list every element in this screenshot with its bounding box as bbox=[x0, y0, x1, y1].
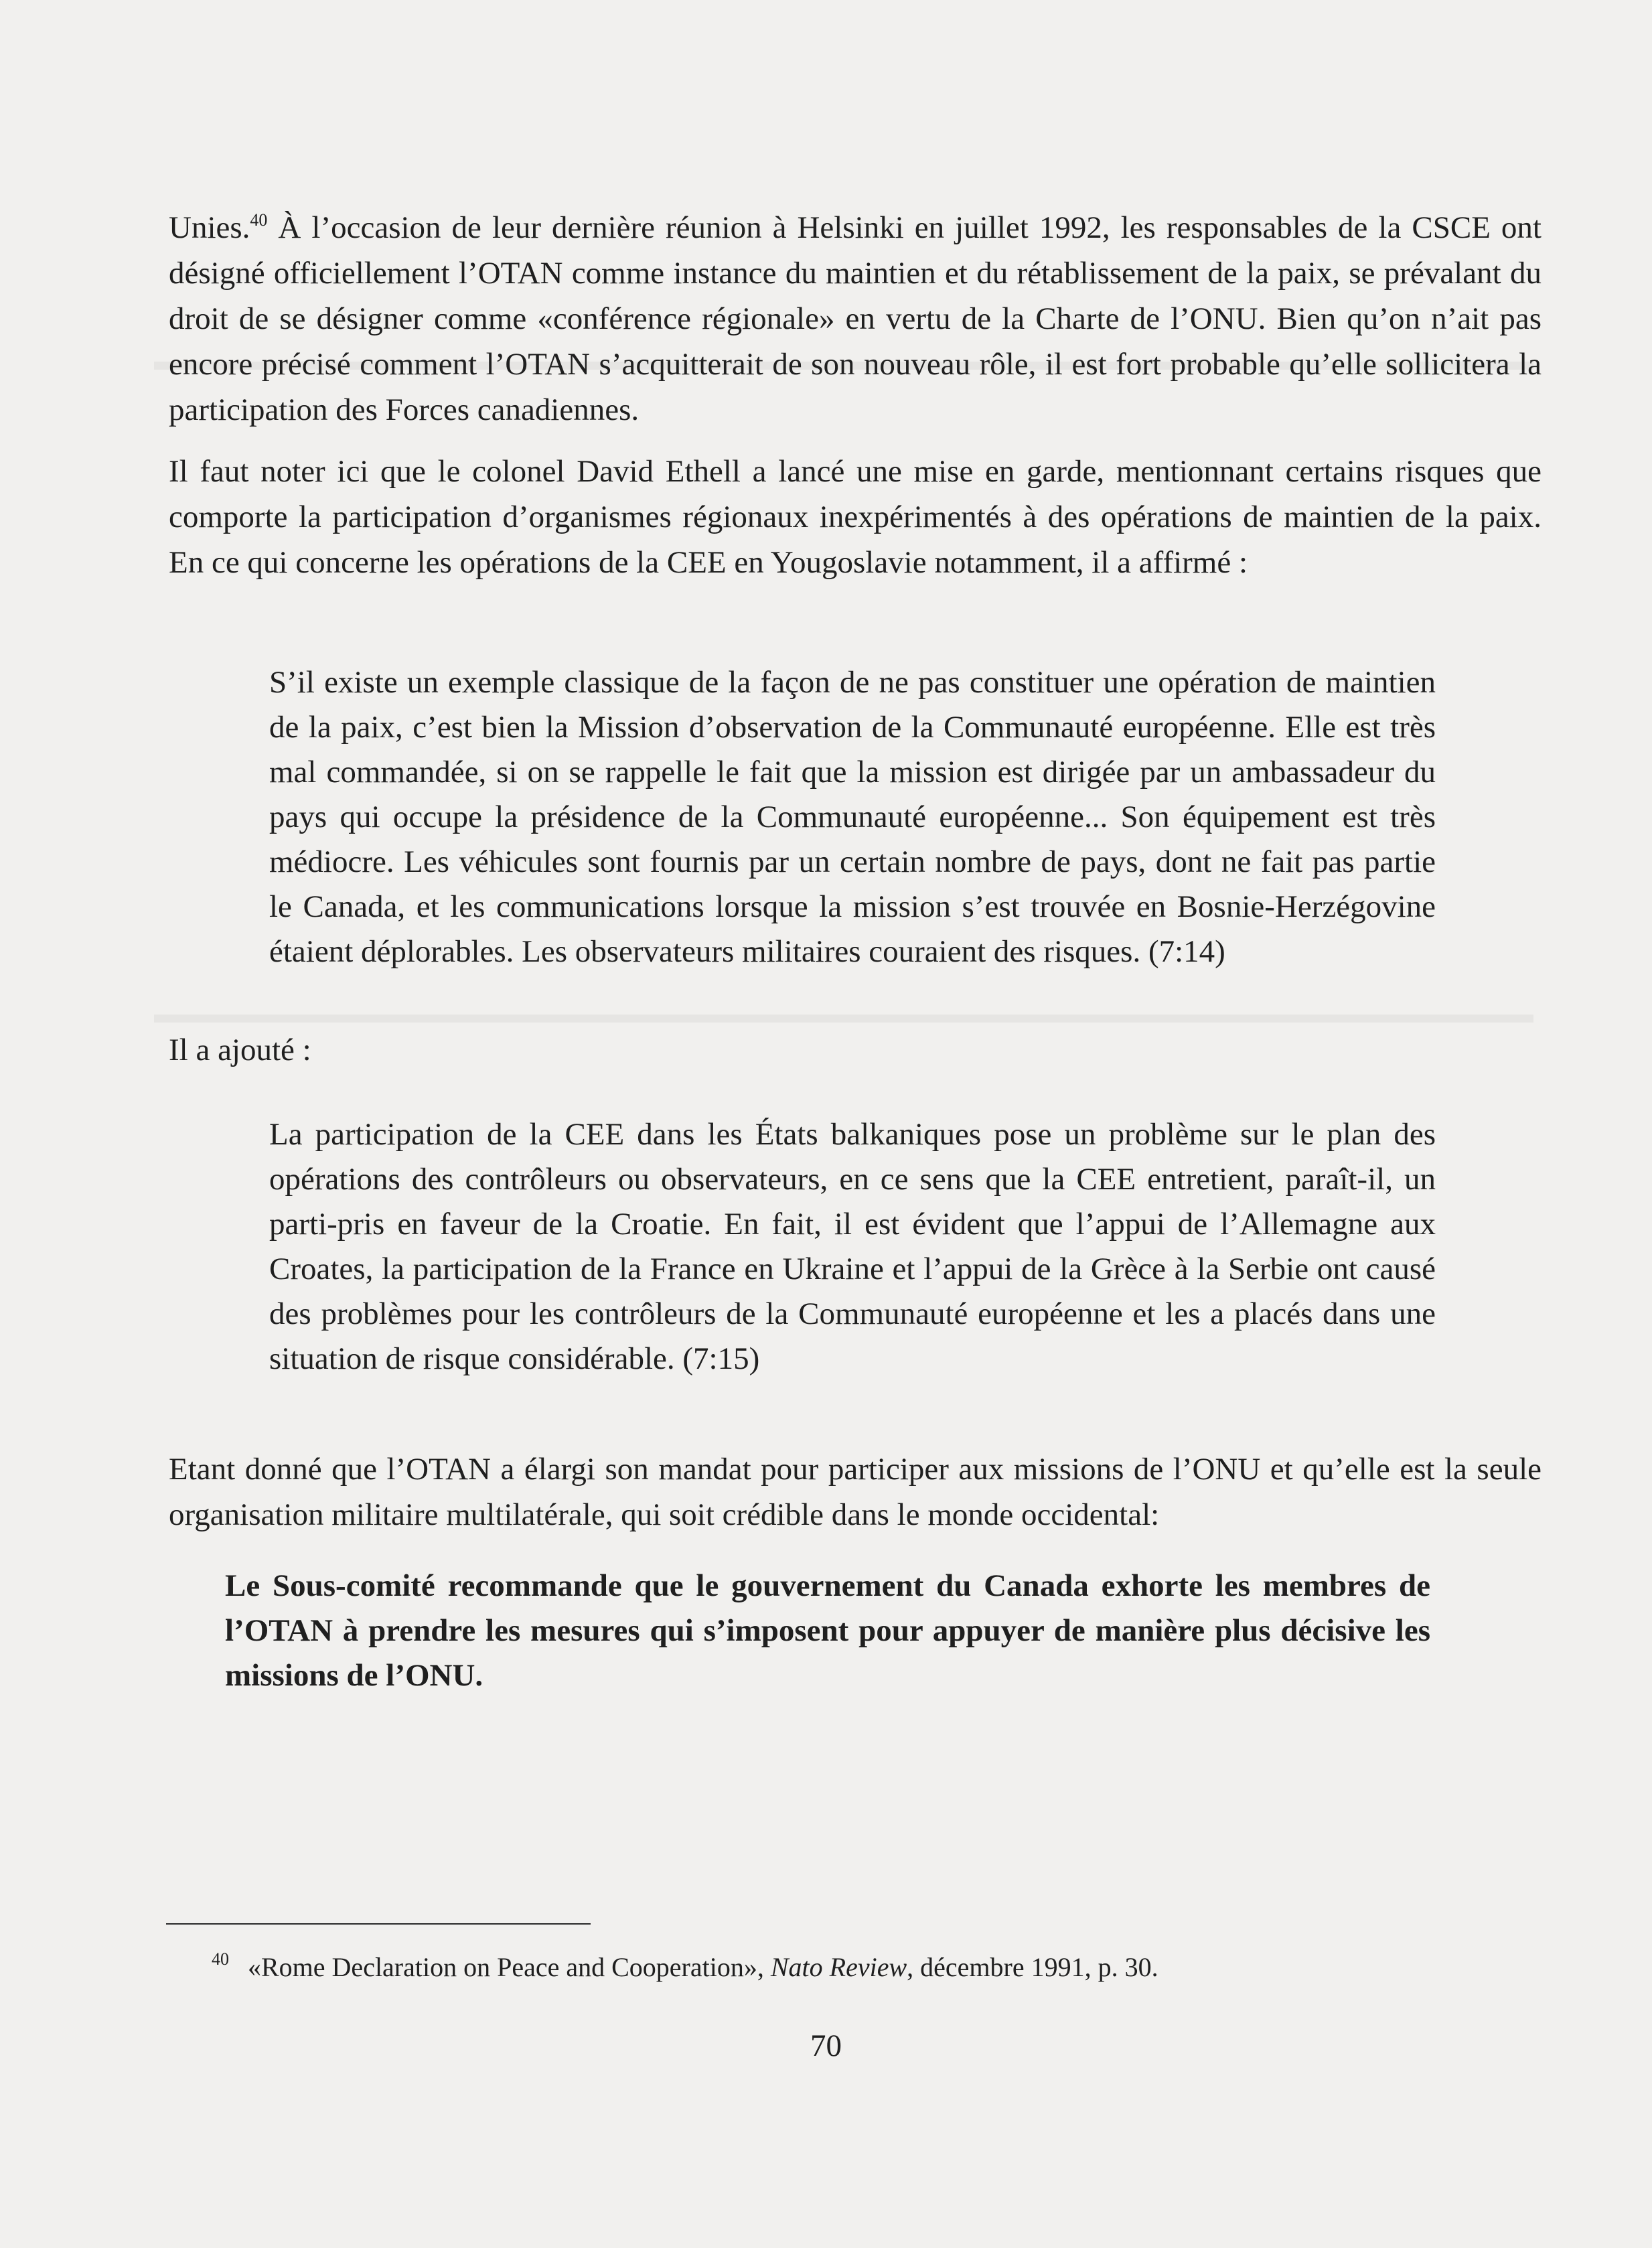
footnote bbox=[213, 1949, 1519, 1986]
footnote-after-title: , décembre 1991, p. 30. bbox=[907, 1952, 1158, 1982]
page-number: 70 bbox=[810, 2028, 842, 2063]
block-quote-ethell-2: La participation de la CEE dans les États balkaniques pose un problème sur le plan des opérations des contrôleurs ou observateurs, en ce sens que la CEE entretient, paraît-il, un parti-pris en faveur de la Croatie. En fait, il est évident que l’appui de l’Allemagne aux Croates, la participation de la France en Ukraine et l’appui de la Grèce à la Serbie ont causé des problèmes pour les contrôleurs de la Communauté européenne et les a placés dans une situation de risque considérable. (7:15) bbox=[269, 1117, 1436, 1376]
paragraph-1 bbox=[169, 205, 1542, 433]
paragraph-2: Il faut noter ici que le colonel David Ethell a lancé une mise en garde, mentionnant certains risques que comporte la participation d’organismes régionaux inexpérimentés à des opérations de maintien de la paix. En ce qui concerne les opérations de la CEE en Yougoslavie notamment, il a affirmé : bbox=[169, 454, 1542, 580]
block-quote-ethell-1: S’il existe un exemple classique de la façon de ne pas constituer une opération de maintien de la paix, c’est bien la Mission d’observation de la Communauté européenne. Elle est très mal commandée, si on se rappelle le fait que la mission est dirigée par un ambassadeur du pays qui occupe la présidence de la Communauté européenne... Son équipement est très médiocre. Les véhicules sont fournis par un certain nombre de pays, dont ne fait pas partie le Canada, et les communications lorsque la mission s’est trouvée en Bosnie-Herzégovine étaient déplorables. Les observateurs militaires couraient des risques. (7:14) bbox=[269, 665, 1436, 969]
footnote-journal-title: Nato Review bbox=[770, 1952, 907, 1982]
footnote-text bbox=[248, 1952, 1158, 1982]
footnote-reference[interactable]: 40 bbox=[250, 210, 268, 230]
footnote-before-title: «Rome Declaration on Peace and Cooperation», bbox=[248, 1952, 771, 1982]
paragraph-1-text: À l’occasion de leur dernière réunion à Helsinki en juillet 1992, les responsables de la CSCE ont désigné officiellement l’OTAN comme instance du maintien et du rétablissement de la paix, se prévalant du droit de se désigner comme «conférence régionale» en vertu de la Charte de l’ONU. Bien qu’on n’ait pas encore précisé comment l’OTAN s’acquitterait de son nouveau rôle, il est fort probable qu’elle sollicitera la participation des Forces canadiennes. bbox=[169, 210, 1542, 427]
paragraph-4: Etant donné que l’OTAN a élargi son mandat pour participer aux missions de l’ONU et qu’elle est la seule organisation militaire multilatérale, qui soit crédible dans le monde occidental: bbox=[169, 1452, 1542, 1532]
paragraph-1-lead: Unies. bbox=[169, 210, 250, 245]
recommendation: Le Sous-comité recommande que le gouvernement du Canada exhorte les membres de l’OTAN à prendre les mesures qui s’imposent pour appuyer de manière plus décisive les missions de l’ONU. bbox=[225, 1568, 1430, 1693]
paragraph-3: Il a ajouté : bbox=[169, 1033, 311, 1067]
footnote-separator bbox=[166, 1923, 591, 1925]
footnote-mark: 40 bbox=[212, 1949, 229, 1969]
reverse-side-show-through bbox=[154, 1015, 1533, 1023]
